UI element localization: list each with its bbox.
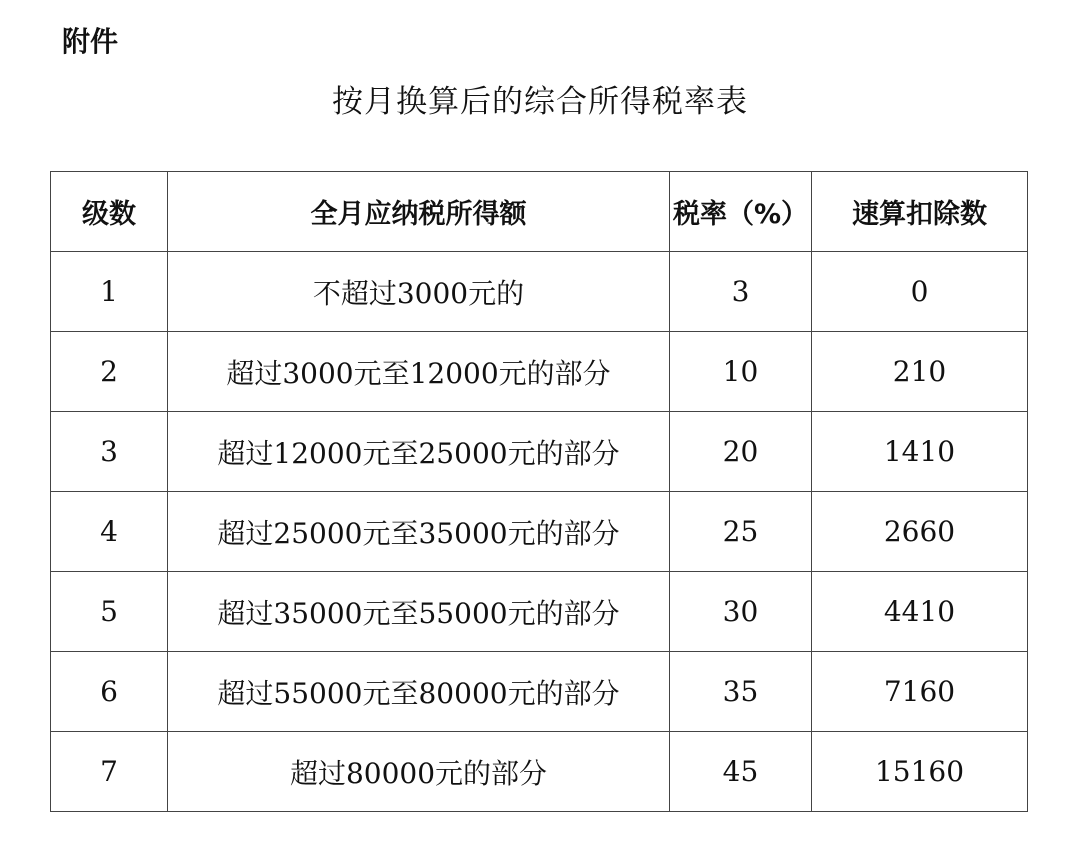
cell-quick-deduction: 1410 (812, 412, 1028, 492)
header-quick-deduction: 速算扣除数 (812, 172, 1028, 252)
cell-income-range: 不超过3000元的 (168, 252, 670, 332)
cell-level: 3 (51, 412, 168, 492)
page-title: 按月换算后的综合所得税率表 (332, 84, 748, 120)
cell-income-range: 超过55000元至80000元的部分 (168, 652, 670, 732)
cell-quick-deduction: 210 (812, 332, 1028, 412)
table-row (51, 492, 1028, 572)
table-row (51, 332, 1028, 412)
header-monthly-taxable-income: 全月应纳税所得额 (168, 172, 670, 252)
cell-tax-rate: 25 (670, 492, 812, 572)
table-row (51, 652, 1028, 732)
cell-quick-deduction: 4410 (812, 572, 1028, 652)
header-row (51, 172, 1028, 252)
header-level: 级数 (51, 172, 168, 252)
cell-level: 4 (51, 492, 168, 572)
cell-tax-rate: 35 (670, 652, 812, 732)
cell-income-range: 超过35000元至55000元的部分 (168, 572, 670, 652)
cell-quick-deduction: 0 (812, 252, 1028, 332)
table-row (51, 252, 1028, 332)
tax-rate-table (50, 171, 1028, 812)
table-header (51, 172, 1028, 252)
cell-level: 1 (51, 252, 168, 332)
cell-tax-rate: 45 (670, 732, 812, 812)
cell-quick-deduction: 15160 (812, 732, 1028, 812)
cell-level: 5 (51, 572, 168, 652)
cell-quick-deduction: 2660 (812, 492, 1028, 572)
attachment-label: 附件 (62, 25, 119, 58)
table-row (51, 412, 1028, 492)
cell-tax-rate: 3 (670, 252, 812, 332)
header-tax-rate: 税率（%） (670, 172, 812, 252)
table-row (51, 732, 1028, 812)
cell-income-range: 超过12000元至25000元的部分 (168, 412, 670, 492)
cell-income-range: 超过3000元至12000元的部分 (168, 332, 670, 412)
cell-tax-rate: 20 (670, 412, 812, 492)
cell-tax-rate: 30 (670, 572, 812, 652)
cell-level: 7 (51, 732, 168, 812)
table-body (51, 252, 1028, 812)
cell-income-range: 超过25000元至35000元的部分 (168, 492, 670, 572)
cell-tax-rate: 10 (670, 332, 812, 412)
cell-level: 6 (51, 652, 168, 732)
table-row (51, 572, 1028, 652)
cell-income-range: 超过80000元的部分 (168, 732, 670, 812)
cell-quick-deduction: 7160 (812, 652, 1028, 732)
cell-level: 2 (51, 332, 168, 412)
